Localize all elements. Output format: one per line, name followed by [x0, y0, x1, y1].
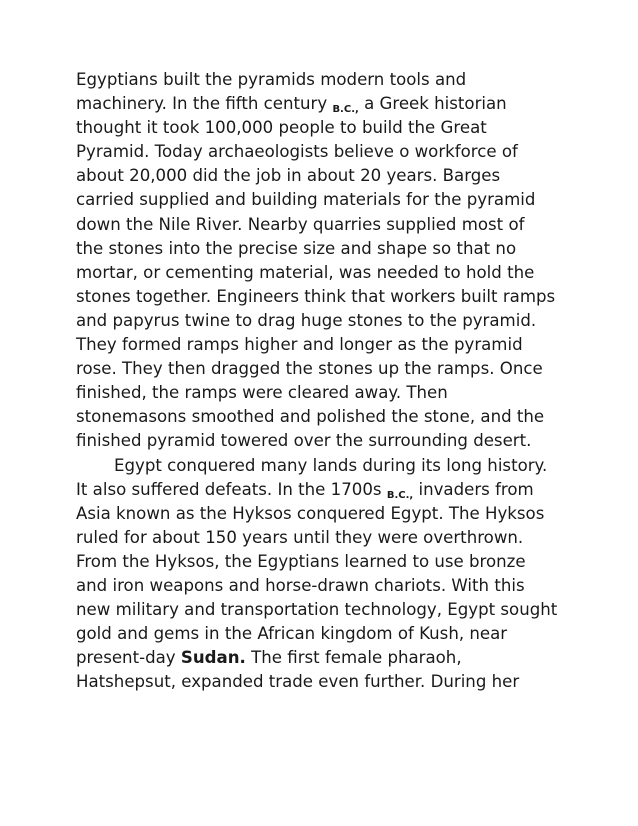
text-segment: machinery. In the fifth century: [76, 94, 328, 114]
text-line: [76, 646, 576, 670]
text-segment: present-day: [76, 648, 176, 668]
text-line: stonemasons smoothed and polished the stone, and the: [76, 407, 545, 427]
text-line: stones together. Engineers think that workers built ramps: [76, 286, 556, 306]
text-line: finished, the ramps were cleared away. Then: [76, 383, 448, 403]
text-line: Hatshepsut, expanded trade even further. During her: [76, 672, 520, 692]
text-line: [76, 454, 576, 478]
text-line: mortar, or cementing material, was needed to hold the: [76, 262, 535, 282]
text-line: and papyrus twine to drag huge stones to the pyramid.: [76, 310, 537, 330]
document-body: [76, 68, 576, 694]
text-line: about 20,000 did the job in about 20 years. Barges: [76, 166, 501, 186]
text-line: finished pyramid towered over the surrounding desert.: [76, 431, 532, 451]
text-line: and iron weapons and horse-drawn chariots. With this: [76, 575, 525, 595]
text-line: thought it took 100,000 people to build the Great: [76, 118, 487, 138]
paragraph-1: [76, 68, 576, 454]
text-line: Pyramid. Today archaeologists believe o workforce of: [76, 142, 518, 162]
paragraph-2: [76, 454, 576, 695]
bold-term: Sudan.: [180, 648, 246, 668]
text-line: the stones into the precise size and shape so that no: [76, 238, 517, 258]
text-line: They formed ramps higher and longer as the pyramid: [76, 335, 523, 355]
text-segment: invaders from: [418, 479, 534, 499]
text-segment: Egypt conquered many lands during its long history.: [114, 455, 548, 475]
era-abbreviation: B.C.,: [332, 104, 359, 116]
text-segment: It also suffered defeats. In the 1700s: [76, 479, 382, 499]
text-line: From the Hyksos, the Egyptians learned to use bronze: [76, 551, 526, 571]
text-segment: The first female pharaoh,: [251, 648, 462, 668]
text-segment: a Greek historian: [364, 94, 507, 114]
text-line: Egyptians built the pyramids modern tools and: [76, 70, 467, 89]
text-line: rose. They then dragged the stones up the ramps. Once: [76, 359, 543, 379]
text-line: down the Nile River. Nearby quarries supplied most of: [76, 214, 525, 234]
text-line: carried supplied and building materials for the pyramid: [76, 190, 536, 210]
era-abbreviation: B.C.,: [386, 489, 414, 501]
text-line: ruled for about 150 years until they were overthrown.: [76, 527, 524, 547]
text-line: [76, 478, 576, 502]
text-line: Asia known as the Hyksos conquered Egypt. The Hyksos: [76, 503, 545, 523]
text-line: [76, 92, 576, 116]
text-line: gold and gems in the African kingdom of Kush, near: [76, 624, 508, 644]
text-line: new military and transportation technology, Egypt sought: [76, 600, 558, 620]
